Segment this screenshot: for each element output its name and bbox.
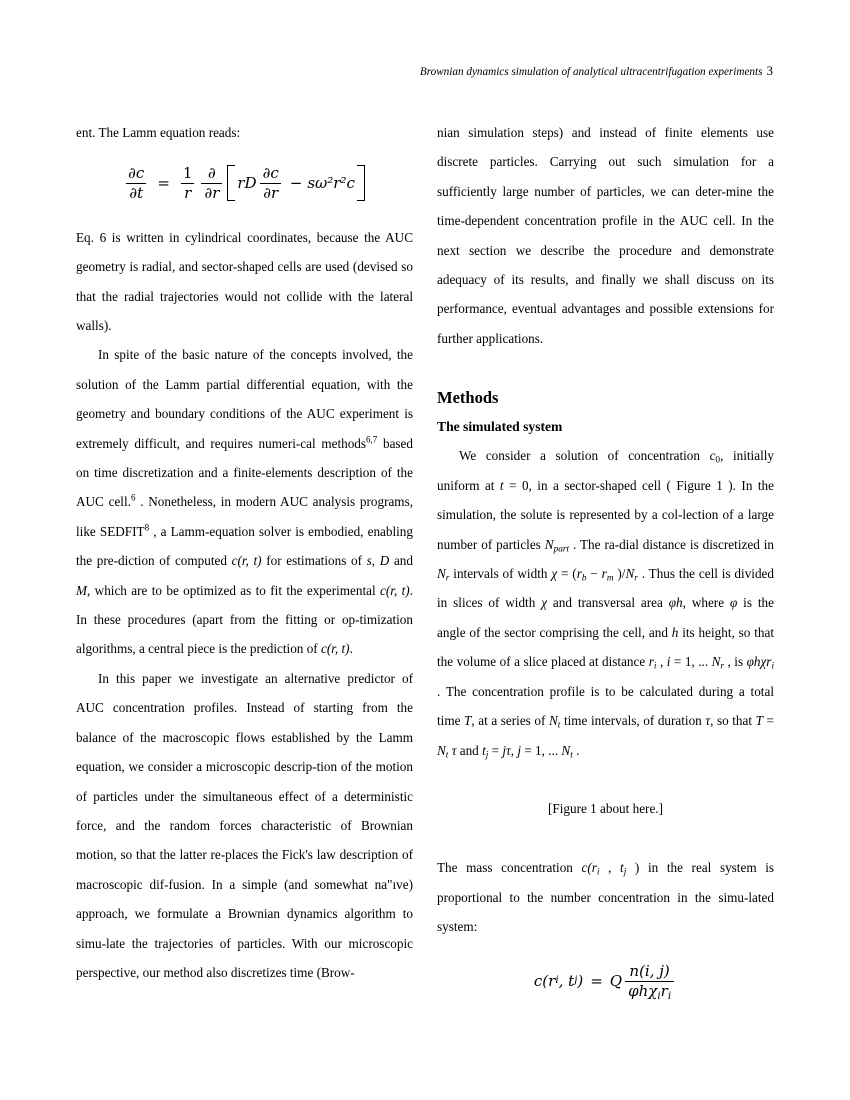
equation-lamm-minus: −: [289, 174, 303, 193]
inline-math-tj-2-sub: j: [623, 867, 627, 878]
inline-math-c0-sub: 0: [715, 456, 721, 467]
inline-math-rb: r: [576, 566, 582, 582]
figure-spacer: [437, 765, 774, 794]
pss-r: , at a series of: [471, 713, 549, 729]
inline-math-Nt-2: N: [437, 742, 446, 758]
page-number: 3: [766, 63, 773, 78]
left-column: [76, 118, 413, 987]
inline-math-tj: t: [482, 742, 486, 758]
equation-lamm-frac2-den: r: [181, 183, 194, 201]
para-lamm-solution-text-a: In spite of the basic nature of the concepts involved, the solution of the Lamm partial differential equation, with the geometry and boundary conditions of the AUC experiment is extremely difficult, and requires numeri-cal methods: [76, 347, 413, 451]
para-lamm-solution-text-j: .: [349, 641, 353, 657]
pss-z: = 1, ...: [521, 742, 562, 758]
pss-c: = 0, in a sector-shaped cell ( Figure 1 ). In the simulation, the solute is represented by a col-lection of a large number of particles: [437, 477, 774, 552]
equation-mc-denominator: [625, 981, 674, 1002]
section-heading-methods: Methods: [437, 387, 499, 407]
inline-math-jtau: jτ: [502, 742, 511, 758]
equation-mc-Q: Q: [609, 972, 623, 991]
paragraph-lamm-intro: ent. The Lamm equation reads:: [76, 125, 241, 140]
pss-x: =: [488, 742, 503, 758]
inline-math-Npart-sub: part: [553, 544, 570, 555]
pss-t: , so that: [710, 713, 756, 729]
inline-math-phi: φ: [729, 595, 738, 611]
pss-s: time intervals, of duration: [560, 713, 706, 729]
paragraph-brownian-steps: nian simulation steps) and instead of finite elements use discrete particles. Carrying out such simulation for a sufficiently large number of particles, we can deter-mine the time-dependent concentration profile in the AUC cell. In the next section we describe the procedure and demonstrate adequacy of its results, and finally we shall discuss on its performance, eventual advantages and possible extensions for further applications.: [437, 125, 774, 346]
pss-u: =: [762, 713, 774, 729]
equation-mc-lhs-mid: , t: [558, 972, 575, 991]
inline-math-i: i: [666, 654, 671, 670]
inline-math-tj-2: t: [620, 860, 624, 876]
equation-lamm-frac3: [201, 165, 222, 200]
figure-placeholder-note: [Figure 1 about here.]: [548, 801, 663, 817]
equation-lamm-frac3-den: ∂r: [201, 183, 222, 201]
pss-w: and: [456, 742, 483, 758]
bracket-open-icon: [227, 165, 235, 200]
equation-lamm-term2: sω²r²c: [307, 174, 355, 193]
pss-a: We consider a solution of concentration: [459, 448, 710, 464]
para-lamm-solution-text-g: and: [389, 553, 413, 569]
pss-y: ,: [510, 742, 518, 758]
citation-ref-6-7: 6,7: [366, 434, 378, 445]
equation-mc-den-a: φhχ: [628, 981, 658, 1000]
pss-l: is the angle of the sector comprising the cell, and: [437, 595, 774, 640]
equation-lamm-term1-den: ∂r: [260, 183, 281, 201]
equation-mass-concentration: c(r i , t j ) = Q $\frac{n(i, j)}{\varphi h\chi_ir_i}$: [437, 963, 774, 998]
inline-math-Nr-2: N: [625, 566, 635, 582]
pss-j: and transversal area: [547, 595, 669, 611]
inline-math-t: t: [499, 477, 504, 493]
equation-lamm-lhs-num: ∂c: [128, 164, 145, 183]
inline-math-cri: c(r: [581, 860, 597, 876]
inline-math-Nt-1-sub: t: [557, 720, 561, 731]
inline-math-crt-3: c(r, t): [320, 641, 350, 657]
para-lamm-solution-text-e: for estimations of: [261, 553, 367, 569]
inline-math-crt-2: c(r, t): [380, 582, 410, 598]
inline-math-rm-sub: m: [606, 573, 614, 584]
pss-q: . The concentration profile is to be calculated during a total time: [437, 683, 774, 729]
inline-math-Nt-1: N: [548, 713, 558, 729]
paragraph-simulated-system: [437, 441, 774, 764]
citation-ref-6: 6: [130, 493, 136, 504]
citation-ref-8: 8: [144, 522, 150, 533]
inline-math-rm: r: [601, 566, 607, 582]
inline-math-T-2: T: [755, 713, 763, 729]
pss-g: −: [586, 566, 602, 582]
inline-math-D: D: [379, 553, 390, 569]
inline-math-j: j: [517, 742, 522, 758]
inline-math-Nt-2-sub: t: [445, 750, 449, 761]
pss-p: , is: [724, 654, 747, 670]
pmc-c: ) in the real system is proportional to the number concentration in the simu-lated system:: [437, 860, 774, 934]
pmc-a: The mass concentration: [437, 860, 582, 876]
inline-math-tau-2: τ: [451, 742, 457, 758]
right-column: [437, 118, 775, 1002]
para-lamm-solution-text-b: based on time discretization and a finite-elements description of the AUC cell.: [76, 435, 413, 510]
paragraph-alternative-predictor: In this paper we investigate an alternative predictor of AUC concentration profiles. Instead of starting from the balance of the macroscopic flows established by the Lamm equation, we consider a microscopic descrip-tion of the motion of particles under the simultaneous effect of a deterministic force, and the random forces characteristic of Brownian motion, so that the latter re-places the Fick's law description of macroscopic dif-fusion. In a simple (and somewhat na"ıve) approach, we formulate a Brownian dynamics algorithm to simu-late the trajectories of particles. With our microscopic perspective, our method also discretizes time (Brow-: [76, 670, 413, 980]
para-lamm-solution-text-c: . Nonetheless, in modern AUC analysis programs, like SEDFIT: [76, 494, 413, 539]
equation-lamm-frac2-num: 1: [182, 164, 193, 183]
bracket-close-icon: [357, 165, 365, 200]
equation-mc-den-sub1: i: [657, 990, 661, 1002]
pss-b: , initially uniform at: [437, 448, 774, 493]
equation-lamm-term1-prefix: rD: [237, 174, 257, 193]
inline-math-rb-sub: b: [581, 573, 587, 584]
inline-math-Nr-1-sub: r: [445, 573, 450, 584]
equation-mc-equals: =: [590, 972, 603, 991]
inline-math-Npart: N: [544, 536, 554, 552]
inline-math-phihchiri: φhχr: [746, 654, 772, 670]
inline-math-phih: φh: [668, 595, 683, 611]
inline-math-chi-1: χ: [551, 566, 558, 582]
equation-mc-lhs: c(r: [533, 972, 556, 991]
pss-k: , where: [682, 595, 730, 611]
paragraph-cylindrical-coordinates: Eq. 6 is written in cylindrical coordinates, because the AUC geometry is radial, and sector-shaped cells are used (devised so that the radial trajectories would not collide with the lateral walls).: [76, 229, 413, 333]
equation-mc-fraction: [625, 962, 674, 1002]
section-spacer: [437, 353, 774, 382]
equation-lamm-lhs-den: ∂t: [126, 183, 146, 201]
para-lamm-solution-text-f: ,: [371, 553, 380, 569]
inline-math-Nr-2-sub: r: [634, 573, 638, 584]
inline-math-Nr-3: N: [711, 654, 721, 670]
pmc-b: ,: [599, 860, 621, 876]
para-lamm-solution-text-i: . In these procedures (apart from the fitting or op-timization algorithms, a central piece is the prediction of: [76, 582, 413, 657]
inline-math-Nr-1: N: [437, 566, 446, 582]
inline-math-c0: c: [709, 448, 716, 464]
inline-math-tau-1: τ: [705, 713, 711, 729]
equation-lamm: [76, 165, 413, 200]
inline-math-Nt-3: N: [561, 742, 571, 758]
inline-math-Nt-3-sub: t: [570, 750, 573, 761]
pss-i: . Thus the cell is divided in slices of width: [437, 566, 774, 611]
after-figure-spacer: [437, 824, 774, 853]
equation-lamm-bracket-group: [225, 165, 366, 200]
pss-f: = (: [557, 566, 577, 582]
running-head-title: Brownian dynamics simulation of analytical ultracentrifugation experiments: [419, 66, 763, 78]
pss-m: its height, so that the volume of a slice placed at distance: [437, 624, 774, 670]
equation-mc-den-b: r: [660, 981, 668, 1000]
equation-lamm-term1-num: ∂c: [262, 164, 279, 183]
equation-mc-den-sub2: i: [667, 990, 672, 1002]
para-lamm-solution-text-h: , which are to be optimized as to fit the experimental: [87, 582, 381, 598]
inline-math-s: s: [366, 553, 372, 569]
inline-math-chi-2: χ: [541, 595, 548, 611]
equation-lamm-term1-fraction: [260, 165, 282, 200]
equation-lamm-lhs-fraction: [125, 165, 147, 200]
equation-mc-numerator: n(i, j): [629, 962, 670, 981]
pss-end: .: [572, 742, 580, 758]
inline-math-M: M: [76, 582, 87, 598]
para-lamm-solution-text-d: , a Lamm-equation solver is embodied, enabling the pre-diction of computed: [76, 523, 413, 569]
inline-math-tj-sub: j: [485, 750, 489, 761]
pss-d: . The ra-dial distance is discretized in: [569, 536, 774, 552]
inline-math-phihchiri-sub: i: [771, 661, 775, 672]
pss-e: intervals of width: [449, 566, 552, 582]
inline-math-cri-sub: i: [596, 867, 600, 878]
pss-h: )/: [613, 566, 626, 582]
inline-math-ri-1-sub: i: [653, 661, 657, 672]
pss-n: ,: [656, 654, 667, 670]
paragraph-mass-concentration: [437, 853, 774, 941]
inline-math-T-1: T: [464, 713, 472, 729]
inline-math-Nr-3-sub: r: [720, 661, 725, 672]
pss-o: = 1, ...: [670, 654, 712, 670]
inline-math-crt-1: c(r, t): [231, 553, 262, 569]
paragraph-lamm-solution: [76, 340, 413, 663]
equation-mc-lhs-close: ): [577, 972, 584, 991]
equation-lamm-equals: =: [157, 174, 170, 193]
subsection-heading-simulated-system: The simulated system: [437, 419, 563, 435]
running-head: [76, 64, 773, 79]
inline-math-h: h: [671, 624, 679, 640]
inline-math-ri-1: r: [648, 654, 654, 670]
equation-lamm-frac3-num: ∂: [208, 164, 216, 183]
equation-lamm-frac2: [180, 165, 196, 200]
